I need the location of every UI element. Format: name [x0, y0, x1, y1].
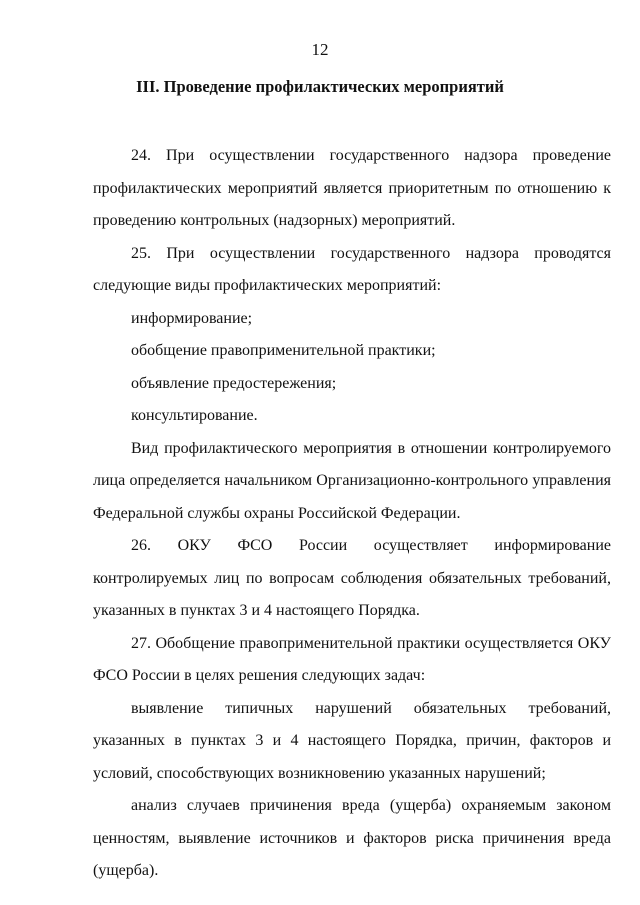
paragraph-27: 27. Обобщение правоприменительной практики осуществляется ОКУ ФСО России в целях решения следующих задач:	[93, 634, 611, 684]
list-item-consulting: консультирование.	[131, 407, 258, 424]
task-item-harm-analysis: анализ случаев причинения вреда (ущерба) охраняемым законом ценностям, выявление источников и факторов риска причинения вреда (ущерба).	[93, 797, 611, 879]
paragraph-25: 25. При осуществлении государственного надзора проводятся следующие виды профилактических мероприятий:	[93, 244, 611, 294]
list-item-informing: информирование;	[131, 309, 253, 327]
paragraph-type-determination: Вид профилактического мероприятия в отношении контролируемого лица определяется начальником Организационно-контрольного управления Федеральной службы охраны Российской Федерации.	[93, 439, 611, 522]
paragraph-26: 26. ОКУ ФСО России осуществляет информирование контролируемых лиц по вопросам соблюдения обязательных требований, указанных в пунктах 3 и 4 настоящего Порядка.	[93, 537, 611, 619]
list-item-warning: объявление предостережения;	[131, 374, 337, 392]
section-title: III. Проведение профилактических мероприятий	[136, 77, 504, 96]
document-body	[93, 140, 611, 888]
page-number: 12	[311, 40, 329, 59]
paragraph-24: 24. При осуществлении государственного надзора проведение профилактических мероприятий является приоритетным по отношению к проведению контрольных (надзорных) мероприятий.	[93, 147, 611, 229]
list-item-generalization: обобщение правоприменительной практики;	[131, 342, 436, 359]
task-item-violations: выявление типичных нарушений обязательных требований, указанных в пунктах 3 и 4 настоящего Порядка, причин, факторов и условий, способствующих возникновению указанных нарушений;	[93, 699, 611, 782]
